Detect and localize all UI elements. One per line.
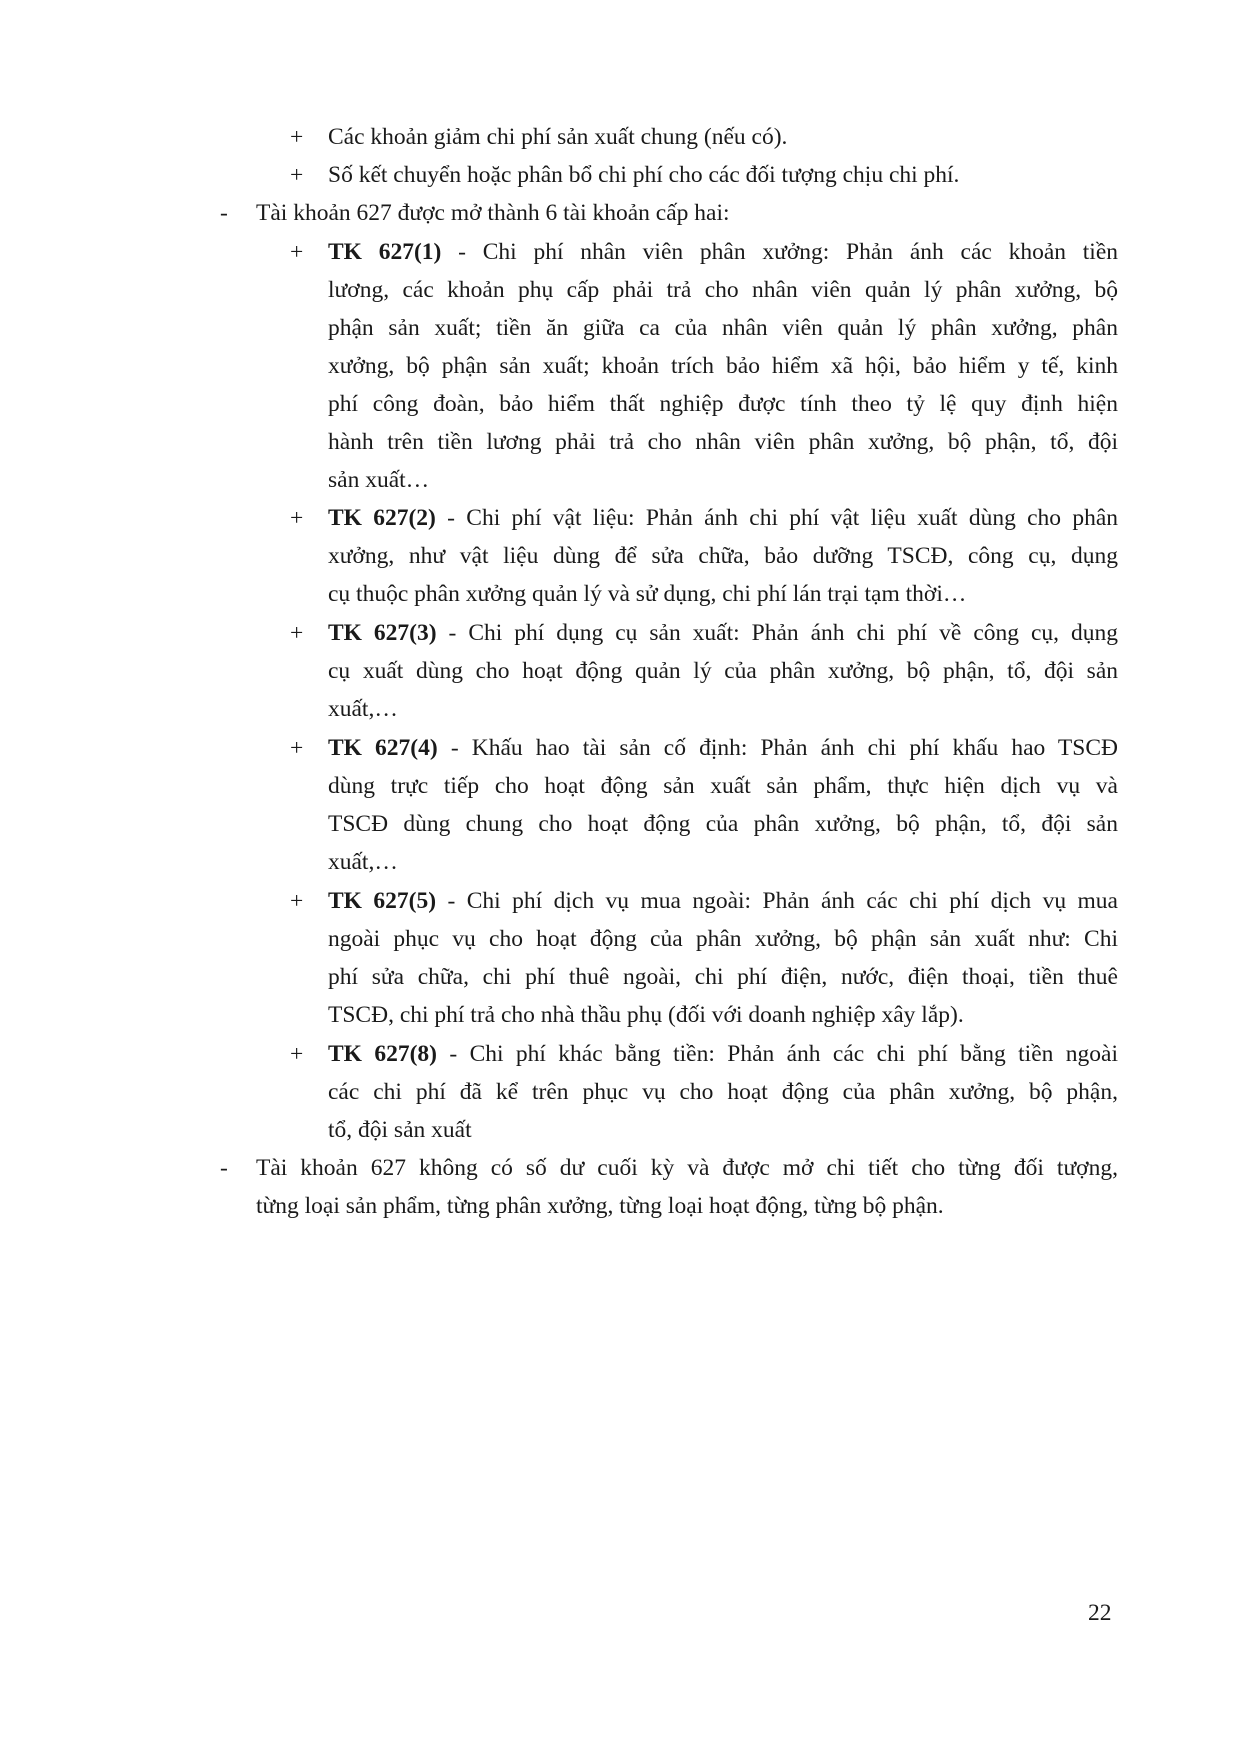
intro-item: Số kết chuyển hoặc phân bổ chi phí cho các đối tượng chịu chi phí. <box>328 162 960 188</box>
dash-bullet: - <box>220 200 228 226</box>
account-code: TK 627(4) <box>328 735 438 761</box>
account-text: - Chi phí dịch vụ mua ngoài: Phản ánh các chi phí dịch vụ mua <box>436 888 1118 914</box>
account-text: tổ, đội sản xuất <box>328 1117 472 1143</box>
intro-item: Các khoản giảm chi phí sản xuất chung (nếu có). <box>328 124 788 150</box>
account-text: phí sửa chữa, chi phí thuê ngoài, chi phí điện, nước, điện thoại, tiền thuê <box>328 964 1118 990</box>
account-text: cụ xuất dùng cho hoạt động quản lý của phân xưởng, bộ phận, tổ, đội sản <box>328 658 1118 684</box>
account-item-627-1 <box>328 233 1118 271</box>
closing-paragraph: Tài khoản 627 không có số dư cuối kỳ và được mở chi tiết cho từng đối tượng, <box>256 1155 1118 1181</box>
account-text: TSCĐ dùng chung cho hoạt động của phân xưởng, bộ phận, tổ, đội sản <box>328 811 1118 837</box>
plus-bullet: + <box>290 888 304 914</box>
account-text: - Chi phí vật liệu: Phản ánh chi phí vật liệu xuất dùng cho phân <box>435 505 1118 531</box>
account-text: xưởng, như vật liệu dùng để sửa chữa, bảo dưỡng TSCĐ, công cụ, dụng <box>328 543 1118 569</box>
plus-bullet: + <box>290 1041 304 1067</box>
account-text: phí công đoàn, bảo hiểm thất nghiệp được tính theo tỷ lệ quy định hiện <box>328 391 1118 417</box>
account-text: cụ thuộc phân xưởng quản lý và sử dụng, chi phí lán trại tạm thời… <box>328 581 967 607</box>
plus-bullet: + <box>290 620 304 646</box>
account-text: - Chi phí dụng cụ sản xuất: Phản ánh chi phí về công cụ, dụng <box>436 620 1118 646</box>
page-number: 22 <box>1088 1600 1112 1626</box>
account-text: các chi phí đã kể trên phục vụ cho hoạt động của phân xưởng, bộ phận, <box>328 1079 1118 1105</box>
plus-bullet: + <box>290 735 304 761</box>
account-code: TK 627(3) <box>328 620 437 646</box>
account-text: dùng trực tiếp cho hoạt động sản xuất sản phẩm, thực hiện dịch vụ và <box>328 773 1118 799</box>
account-text: xuất,… <box>328 849 398 875</box>
account-code: TK 627(1) <box>328 239 442 265</box>
section-heading: Tài khoản 627 được mở thành 6 tài khoản cấp hai: <box>256 200 730 226</box>
dash-bullet: - <box>220 1155 228 1181</box>
plus-bullet: + <box>290 162 304 188</box>
account-item-627-4 <box>328 729 1118 767</box>
account-code: TK 627(2) <box>328 505 436 531</box>
account-text: hành trên tiền lương phải trả cho nhân viên phân xưởng, bộ phận, tổ, đội <box>328 429 1118 455</box>
account-text: TSCĐ, chi phí trả cho nhà thầu phụ (đối với doanh nghiệp xây lắp). <box>328 1002 964 1028</box>
account-text: phận sản xuất; tiền ăn giữa ca của nhân viên quản lý phân xưởng, phân <box>328 315 1118 341</box>
account-item-627-3 <box>328 614 1118 652</box>
account-text: sản xuất… <box>328 467 430 493</box>
account-text: - Khấu hao tài sản cố định: Phản ánh chi phí khấu hao TSCĐ <box>437 735 1119 761</box>
account-text: lương, các khoản phụ cấp phải trả cho nhân viên quản lý phân xưởng, bộ <box>328 277 1118 303</box>
account-item-627-2 <box>328 499 1118 537</box>
account-text: ngoài phục vụ cho hoạt động của phân xưởng, bộ phận sản xuất như: Chi <box>328 926 1118 952</box>
plus-bullet: + <box>290 505 304 531</box>
account-code: TK 627(5) <box>328 888 437 914</box>
account-text: xuất,… <box>328 696 398 722</box>
account-item-627-8 <box>328 1035 1118 1073</box>
account-item-627-5 <box>328 882 1118 920</box>
plus-bullet: + <box>290 239 304 265</box>
account-text: - Chi phí nhân viên phân xưởng: Phản ánh các khoản tiền <box>441 239 1118 265</box>
plus-bullet: + <box>290 124 304 150</box>
account-text: - Chi phí khác bằng tiền: Phản ánh các chi phí bằng tiền ngoài <box>436 1041 1118 1067</box>
closing-paragraph: từng loại sản phẩm, từng phân xưởng, từng loại hoạt động, từng bộ phận. <box>256 1193 944 1219</box>
account-text: xưởng, bộ phận sản xuất; khoản trích bảo hiểm xã hội, bảo hiểm y tế, kinh <box>328 353 1118 379</box>
account-code: TK 627(8) <box>328 1041 437 1067</box>
